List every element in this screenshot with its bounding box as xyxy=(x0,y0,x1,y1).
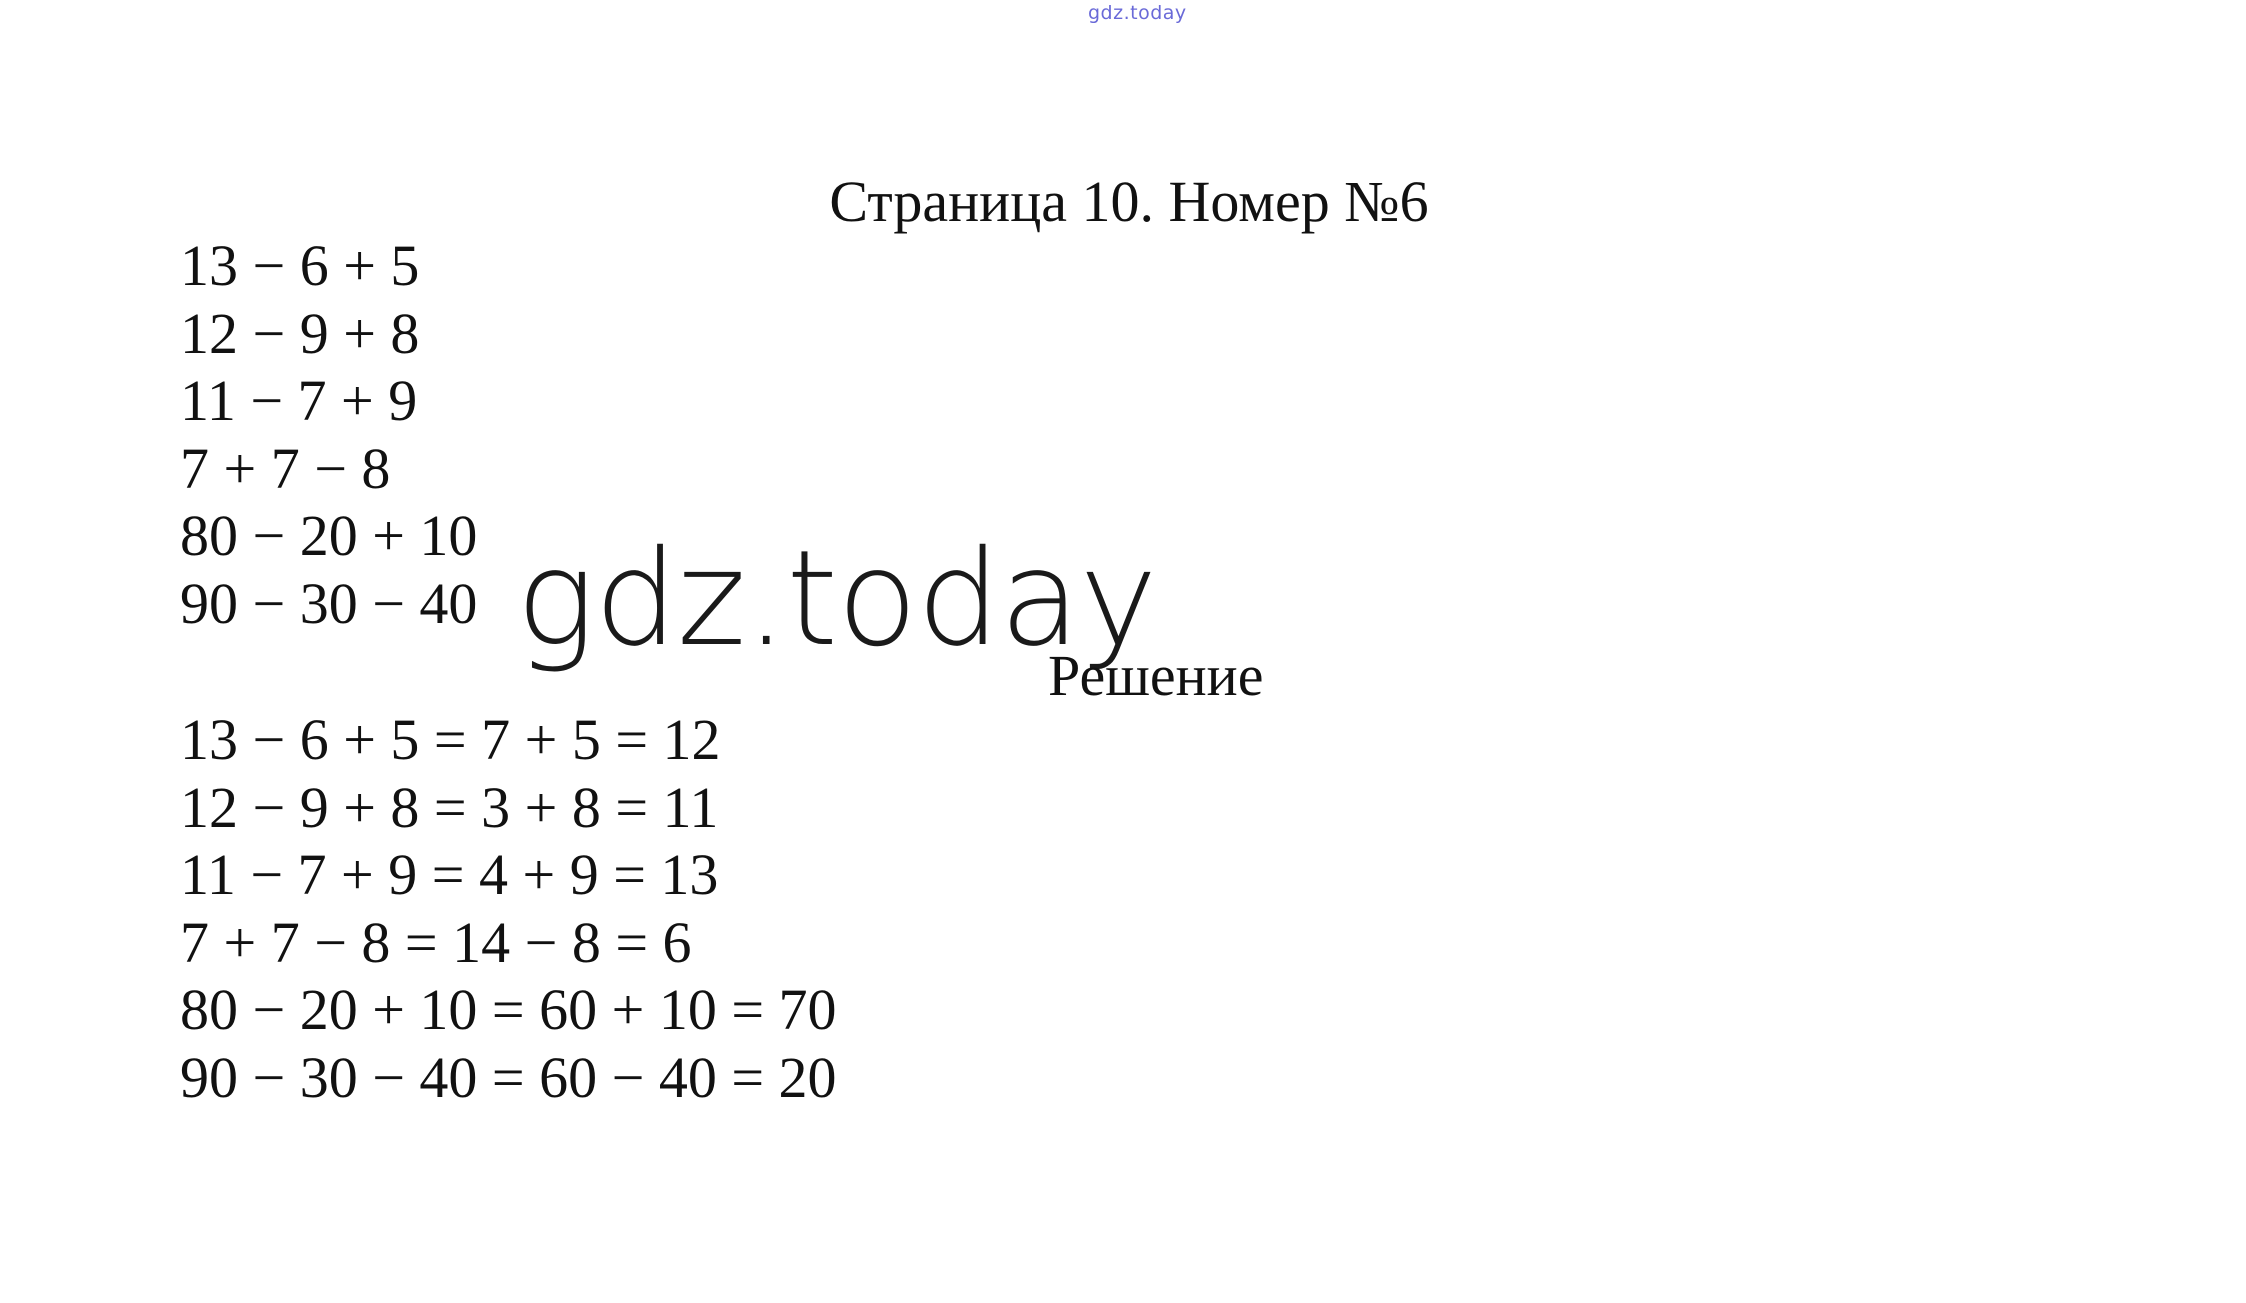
watermark-logo: gdz.today xyxy=(516,522,1157,676)
task-item: 13 − 6 + 5 xyxy=(180,233,420,298)
solution-heading: Решение xyxy=(1048,643,1264,708)
task-item: 80 − 20 + 10 xyxy=(180,503,478,568)
solution-item: 12 − 9 + 8 = 3 + 8 = 11 xyxy=(180,774,719,840)
solution-item: 7 + 7 − 8 = 14 − 8 = 6 xyxy=(180,909,692,975)
task-item: 7 + 7 − 8 xyxy=(180,435,391,501)
solution-list xyxy=(180,706,837,1111)
top-watermark: gdz.today xyxy=(1088,2,1187,24)
page-title: Страница 10. Номер №6 xyxy=(829,169,1429,234)
task-item: 90 − 30 − 40 xyxy=(180,570,478,636)
solution-item: 11 − 7 + 9 = 4 + 9 = 13 xyxy=(180,842,719,907)
solution-item: 90 − 30 − 40 = 60 − 40 = 20 xyxy=(180,1044,837,1110)
task-item: 12 − 9 + 8 xyxy=(180,300,420,366)
task-item: 11 − 7 + 9 xyxy=(180,368,418,433)
task-list xyxy=(180,232,477,637)
solution-item: 13 − 6 + 5 = 7 + 5 = 12 xyxy=(180,707,721,772)
solution-item: 80 − 20 + 10 = 60 + 10 = 70 xyxy=(180,977,837,1042)
